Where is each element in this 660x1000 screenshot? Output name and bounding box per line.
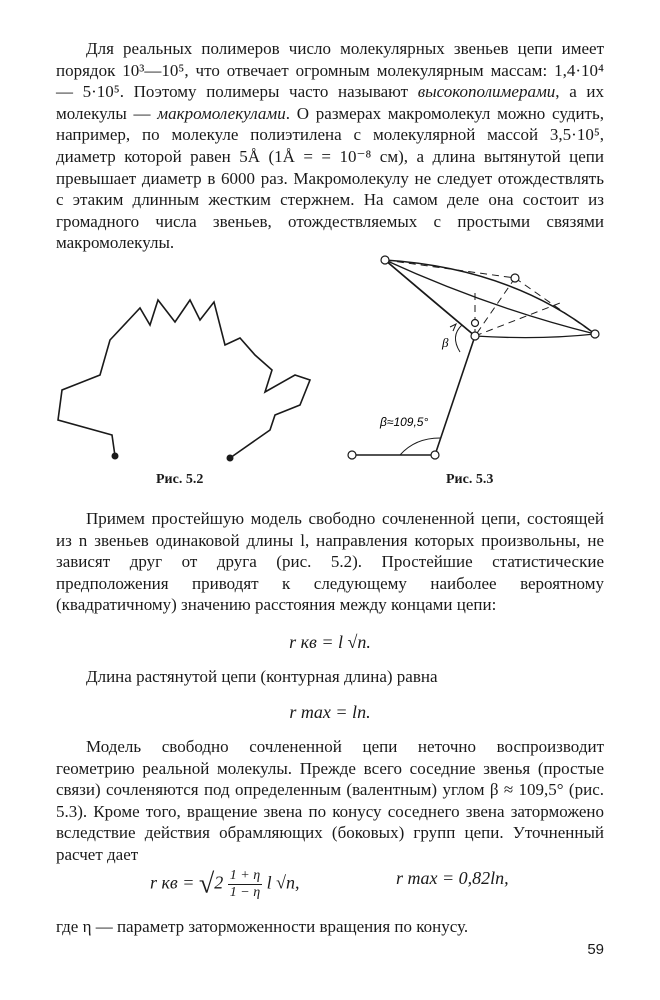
figure-5-3-caption: Рис. 5.3 <box>446 472 494 487</box>
figure-5-2-caption: Рис. 5.2 <box>156 472 204 487</box>
formula-refined-lhs: r кв = <box>150 872 195 893</box>
figure-5-2-chain <box>40 280 330 470</box>
node-vertex <box>471 332 479 340</box>
node-cone-inner <box>472 320 479 327</box>
formula-r-max-refined: r max = 0,82ln, <box>396 868 509 888</box>
node-lower <box>431 451 439 459</box>
formula-refined: r кв = √2 $\frac{1 + \eta}{1 - \eta}$ l √n, <box>150 868 300 900</box>
node-top-right <box>511 274 519 282</box>
node-far-right <box>591 330 599 338</box>
formula-r-max: r max = ln. <box>289 702 371 722</box>
formula-r-kv: r кв = l √n. <box>289 632 371 652</box>
intro-text-a: Для реальных полимеров число молекулярных звеньев цепи имеет порядок 10³—10⁵, что отвечает огромным молекулярным массам: 1,4·10⁴ — 5·10⁵. Поэтому полимеры часто называют <box>56 39 604 102</box>
fraction-numerator: 1 + η <box>229 868 261 883</box>
page-number: 59 <box>587 941 604 958</box>
beta-label: β <box>442 335 449 350</box>
figure-5-3-valence-cone <box>340 248 620 463</box>
paragraph-model: Примем простейшую модель свободно сочлененной цепи, состоящей из n звеньев одинаковой длины l, направления которых произвольны, не зависят друг от друга (рис. 5.2). Простейшие статистические предположения приводят к следующему наиболее вероятному (квадратичному) значению расстояния между концами цепи: <box>56 509 604 615</box>
valence-angle-label: β≈109,5° <box>380 415 429 429</box>
formula-refined-coef: 2 <box>214 872 224 893</box>
intro-text-c: . О размерах макромолекул можно судить, например, по молекуле полиэтилена с молекулярной массой 3,5·10⁵, диаметр которой равен 5Å (1Å = = 10⁻⁸ см), а длина вытянутой цепи превышает диаметр в 6000 раз. Макромолекулу не следует отождествлять с этаким длинным жестким стержнем. На самом деле она состоит из громадного числа звеньев, отождествляемых с простыми связями макромолекулы. <box>56 103 604 253</box>
chain-end-point <box>227 455 234 462</box>
fraction-denominator: 1 − η <box>229 885 261 900</box>
intro-text-b: , а их молекулы — <box>56 82 604 123</box>
paragraph-contour-length: Длина растянутой цепи (контурная длина) равна <box>86 667 438 686</box>
chain-start-point <box>112 453 119 460</box>
node-end <box>348 451 356 459</box>
paragraph-refined-model: Модель свободно сочлененной цепи неточно воспроизводит геометрию реальной молекулы. Прежде всего соседние звенья (простые связи) сочленяются под определенным (валентным) углом β ≈ 109,5° (рис. 5.3). Кроме того, вращение звена по конусу соседнего звена заторможено вследствие действия обрамляющих (боковых) групп цепи. Уточненный расчет дает <box>56 737 604 864</box>
term-high-polymers: высокополимерами <box>417 82 556 102</box>
node-top-left <box>381 256 389 264</box>
paragraph-intro <box>56 38 604 254</box>
paragraph-eta-definition: где η — параметр заторможенности вращения по конусу. <box>56 917 469 936</box>
formula-refined-fraction <box>228 868 262 901</box>
term-macromolecules: макромолекулами <box>157 103 286 123</box>
formula-refined-tail: l √n, <box>266 872 300 893</box>
